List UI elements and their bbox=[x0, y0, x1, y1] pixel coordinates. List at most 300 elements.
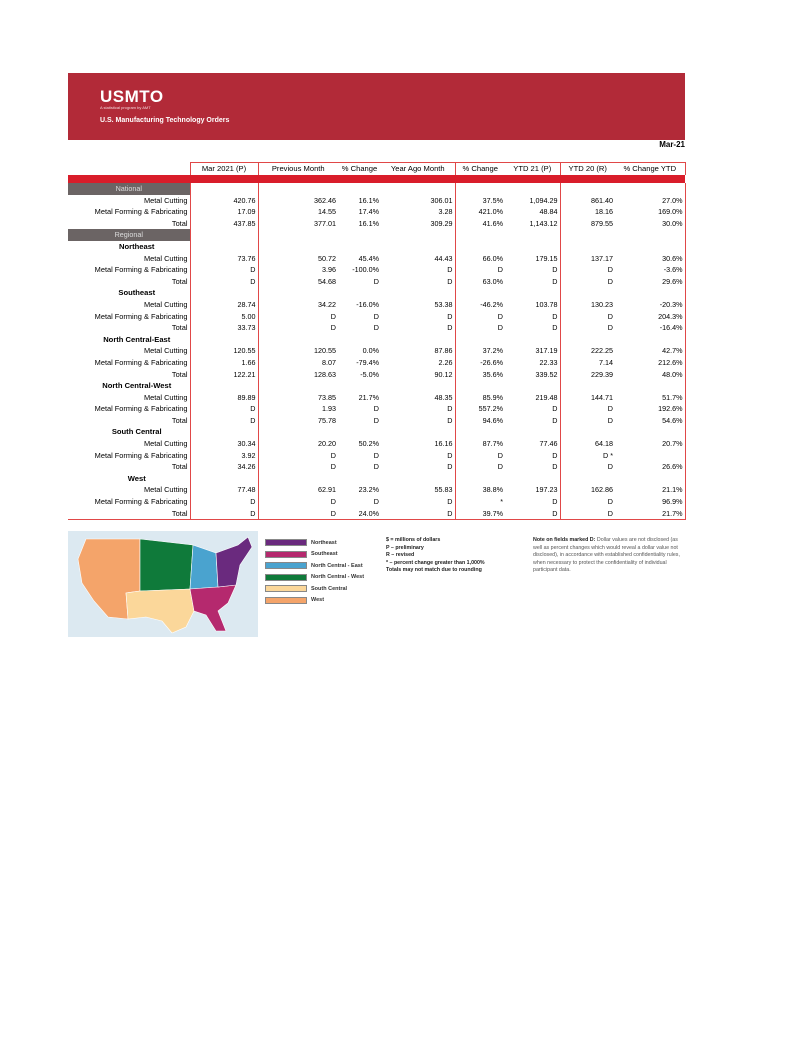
empty-cell bbox=[258, 287, 338, 299]
orders-table bbox=[68, 162, 686, 520]
cell-value: D bbox=[373, 450, 379, 460]
cell-value: -5.0% bbox=[360, 369, 379, 379]
cell-value: D bbox=[447, 276, 453, 286]
cell-value: -100.0% bbox=[352, 265, 379, 275]
usmto-logo: USMTO bbox=[100, 87, 164, 106]
cell-value: D bbox=[552, 323, 558, 333]
empty-cell bbox=[560, 473, 615, 485]
cell-value: D bbox=[447, 415, 453, 425]
cell-value: 62.91 bbox=[258, 484, 338, 496]
table-row bbox=[68, 299, 685, 311]
header-banner bbox=[68, 73, 685, 140]
cell-value: D bbox=[447, 311, 453, 321]
row-label: Total bbox=[171, 415, 188, 425]
cell-value: 85.9% bbox=[455, 392, 505, 404]
cell-value: 54.68 bbox=[258, 276, 338, 288]
disclosure-text: Dollar values are not disclosed (as well as percent changes which would reveal a dollar value not disclosed), in accordance with established confidentiality rules, when necessary to protect the confidentiality of individual participant data. bbox=[533, 537, 680, 574]
legend-item bbox=[265, 583, 364, 595]
cell-value: 103.78 bbox=[535, 299, 558, 309]
cell-value: D bbox=[505, 508, 560, 520]
legend-swatch bbox=[265, 585, 307, 592]
cell-value: 30.0% bbox=[615, 218, 685, 230]
column-header: Previous Month bbox=[258, 163, 338, 176]
section-label: Regional bbox=[68, 229, 190, 241]
cell-value: 8.07 bbox=[258, 357, 338, 369]
us-regions-map bbox=[68, 531, 258, 637]
cell-value: D bbox=[373, 415, 379, 425]
cell-value: 861.40 bbox=[560, 195, 615, 207]
row-label: Metal Cutting bbox=[143, 346, 188, 356]
cell-value: D bbox=[552, 462, 558, 472]
table-row bbox=[68, 496, 685, 508]
row-label: Metal Cutting bbox=[143, 392, 188, 402]
empty-cell bbox=[338, 473, 381, 485]
header-band bbox=[68, 175, 685, 183]
cell-value: -3.6% bbox=[615, 264, 685, 276]
cell-value: D bbox=[560, 276, 615, 288]
row-label: Total bbox=[171, 218, 188, 228]
region-row bbox=[68, 473, 685, 485]
cell-value: 21.7% bbox=[358, 392, 379, 402]
cell-value: D bbox=[552, 404, 558, 414]
cell-value: 144.71 bbox=[560, 392, 615, 404]
cell-value: 30.34 bbox=[190, 438, 258, 450]
cell-value: D * bbox=[560, 450, 615, 462]
cell-value: 33.73 bbox=[190, 322, 258, 334]
table-row bbox=[68, 322, 685, 334]
empty-cell bbox=[381, 287, 455, 299]
legend-label: North Central - East bbox=[311, 562, 363, 569]
section-label: National bbox=[68, 183, 190, 195]
empty-cell bbox=[505, 426, 560, 438]
cell-value: D bbox=[560, 415, 615, 427]
empty-cell bbox=[258, 183, 338, 195]
region-name: Northeast bbox=[119, 241, 155, 251]
empty-cell bbox=[560, 229, 615, 241]
cell-value: D bbox=[560, 264, 615, 276]
cell-value: 128.63 bbox=[258, 369, 338, 381]
note-line: * – percent change greater than 1,000% bbox=[386, 559, 485, 566]
row-label: Total bbox=[68, 508, 190, 520]
region-row bbox=[68, 426, 685, 438]
empty-cell bbox=[381, 183, 455, 195]
empty-cell bbox=[560, 183, 615, 195]
cell-value: 77.46 bbox=[539, 439, 558, 449]
cell-value: 3.28 bbox=[438, 207, 453, 217]
cell-value: D bbox=[447, 450, 453, 460]
cell-value: 339.52 bbox=[535, 369, 558, 379]
cell-value: 64.18 bbox=[560, 438, 615, 450]
cell-value: 1,094.29 bbox=[529, 195, 558, 205]
column-header: YTD 20 (R) bbox=[560, 163, 615, 176]
row-label: Metal Forming & Fabricating bbox=[94, 207, 188, 217]
cell-value: D bbox=[258, 496, 338, 508]
empty-cell bbox=[505, 287, 560, 299]
row-label: Total bbox=[171, 369, 188, 379]
cell-value: -79.4% bbox=[356, 357, 379, 367]
legend-item bbox=[265, 595, 364, 607]
region-legend bbox=[265, 537, 364, 606]
cell-value: 2.26 bbox=[438, 357, 453, 367]
empty-cell bbox=[455, 426, 505, 438]
cell-value: 24.0% bbox=[338, 508, 381, 520]
empty-cell bbox=[505, 380, 560, 392]
cell-value: * bbox=[455, 496, 505, 508]
cell-value: D bbox=[455, 264, 505, 276]
empty-cell bbox=[455, 380, 505, 392]
cell-value: -16.4% bbox=[615, 322, 685, 334]
cell-value: 26.6% bbox=[615, 461, 685, 473]
table-row bbox=[68, 357, 685, 369]
table-row bbox=[68, 195, 685, 207]
cell-value: 73.76 bbox=[190, 253, 258, 265]
empty-cell bbox=[338, 241, 381, 253]
cell-value: 23.2% bbox=[358, 485, 379, 495]
section-row bbox=[68, 183, 685, 195]
table-row bbox=[68, 206, 685, 218]
legend-swatch bbox=[265, 597, 307, 604]
column-header: % Change bbox=[455, 163, 505, 176]
empty-cell bbox=[505, 473, 560, 485]
cell-value: 437.85 bbox=[190, 218, 258, 230]
cell-value: 96.9% bbox=[615, 496, 685, 508]
abbreviation-notes bbox=[386, 537, 485, 575]
cell-value: 420.76 bbox=[190, 195, 258, 207]
cell-value: D bbox=[560, 508, 615, 520]
cell-value: 21.1% bbox=[615, 484, 685, 496]
cell-value: 229.39 bbox=[560, 369, 615, 381]
section-row bbox=[68, 229, 685, 241]
empty-cell bbox=[381, 380, 455, 392]
cell-value: 54.6% bbox=[615, 415, 685, 427]
table-row bbox=[68, 403, 685, 415]
empty-cell bbox=[615, 426, 685, 438]
header-row bbox=[68, 163, 685, 176]
cell-value: D bbox=[258, 311, 338, 323]
cell-value: 7.14 bbox=[560, 357, 615, 369]
cell-value: -26.6% bbox=[455, 357, 505, 369]
cell-value: 120.55 bbox=[190, 345, 258, 357]
cell-value: D bbox=[447, 265, 453, 275]
cell-value: 45.4% bbox=[358, 253, 379, 263]
cell-value: 879.55 bbox=[560, 218, 615, 230]
legend-label: Southeast bbox=[311, 551, 338, 558]
empty-cell bbox=[258, 241, 338, 253]
empty-cell bbox=[190, 473, 258, 485]
row-label: Metal Cutting bbox=[143, 299, 188, 309]
cell-value: 212.6% bbox=[615, 357, 685, 369]
legend-item bbox=[265, 537, 364, 549]
cell-value: D bbox=[447, 404, 453, 414]
region-row bbox=[68, 287, 685, 299]
empty-cell bbox=[615, 229, 685, 241]
row-label: Total bbox=[171, 462, 188, 472]
cell-value: 30.6% bbox=[615, 253, 685, 265]
row-label: Metal Cutting bbox=[143, 253, 188, 263]
legend-item bbox=[265, 549, 364, 561]
cell-value: D bbox=[447, 497, 453, 507]
note-line: $ = millions of dollars bbox=[386, 537, 441, 543]
cell-value: 16.1% bbox=[358, 195, 379, 205]
empty-cell bbox=[505, 229, 560, 241]
legend-label: West bbox=[311, 597, 325, 604]
cell-value: 219.48 bbox=[535, 392, 558, 402]
empty-cell bbox=[615, 473, 685, 485]
table-row bbox=[68, 438, 685, 450]
row-label: Total bbox=[171, 323, 188, 333]
cell-value: 39.7% bbox=[455, 508, 505, 520]
report-date: Mar-21 bbox=[659, 140, 685, 149]
cell-value: -16.0% bbox=[356, 299, 379, 309]
cell-value: 29.6% bbox=[615, 276, 685, 288]
empty-cell bbox=[190, 241, 258, 253]
table-row bbox=[68, 415, 685, 427]
empty-cell bbox=[381, 229, 455, 241]
empty-cell bbox=[615, 241, 685, 253]
note-line: R – revised bbox=[386, 552, 415, 558]
cell-value: 137.17 bbox=[560, 253, 615, 265]
cell-value: D bbox=[373, 497, 379, 507]
cell-value: D bbox=[560, 403, 615, 415]
empty-cell bbox=[338, 287, 381, 299]
cell-value: 34.26 bbox=[190, 461, 258, 473]
cell-value: D bbox=[258, 461, 338, 473]
cell-value: 48.84 bbox=[539, 207, 558, 217]
cell-value: 197.23 bbox=[535, 485, 558, 495]
legend-label: South Central bbox=[311, 585, 348, 592]
cell-value: 1.93 bbox=[258, 403, 338, 415]
cell-value: D bbox=[552, 450, 558, 460]
cell-value: D bbox=[552, 415, 558, 425]
empty-cell bbox=[258, 380, 338, 392]
cell-value: D bbox=[560, 496, 615, 508]
empty-cell bbox=[455, 287, 505, 299]
empty-cell bbox=[381, 473, 455, 485]
cell-value: 63.0% bbox=[455, 276, 505, 288]
empty-cell bbox=[190, 287, 258, 299]
cell-value: 557.2% bbox=[455, 403, 505, 415]
row-label: Metal Forming & Fabricating bbox=[94, 450, 188, 460]
cell-value bbox=[615, 450, 685, 462]
cell-value: D bbox=[190, 403, 258, 415]
empty-cell bbox=[338, 183, 381, 195]
cell-value: 204.3% bbox=[615, 311, 685, 323]
cell-value: 16.16 bbox=[434, 439, 453, 449]
empty-cell bbox=[338, 426, 381, 438]
report-subtitle: U.S. Manufacturing Technology Orders bbox=[100, 117, 230, 124]
cell-value: D bbox=[447, 462, 453, 472]
column-header: YTD 21 (P) bbox=[505, 163, 560, 176]
cell-value: D bbox=[560, 461, 615, 473]
column-header: Mar 2021 (P) bbox=[190, 163, 258, 176]
cell-value: 306.01 bbox=[430, 195, 453, 205]
empty-cell bbox=[455, 473, 505, 485]
cell-value: 28.74 bbox=[190, 299, 258, 311]
cell-value: 169.0% bbox=[615, 206, 685, 218]
region-row bbox=[68, 380, 685, 392]
empty-cell bbox=[258, 426, 338, 438]
empty-cell bbox=[560, 241, 615, 253]
legend-swatch bbox=[265, 562, 307, 569]
row-label: Metal Forming & Fabricating bbox=[94, 357, 188, 367]
region-name: North Central-West bbox=[102, 381, 172, 391]
empty-cell bbox=[615, 380, 685, 392]
empty-cell bbox=[560, 380, 615, 392]
table-row bbox=[68, 253, 685, 265]
cell-value: -46.2% bbox=[455, 299, 505, 311]
cell-value: 20.7% bbox=[615, 438, 685, 450]
cell-value: -20.3% bbox=[615, 299, 685, 311]
cell-value: D bbox=[373, 276, 379, 286]
cell-value: 0.0% bbox=[362, 346, 379, 356]
cell-value: D bbox=[552, 311, 558, 321]
cell-value: 27.0% bbox=[615, 195, 685, 207]
table-row bbox=[68, 276, 685, 288]
cell-value: D bbox=[258, 450, 338, 462]
row-label: Metal Cutting bbox=[143, 439, 188, 449]
region-name: Southeast bbox=[118, 288, 156, 298]
cell-value: 3.92 bbox=[190, 450, 258, 462]
cell-value: D bbox=[373, 404, 379, 414]
cell-value: 35.6% bbox=[455, 369, 505, 381]
cell-value: D bbox=[455, 311, 505, 323]
cell-value: D bbox=[190, 415, 258, 427]
cell-value: 130.23 bbox=[560, 299, 615, 311]
row-label: Metal Cutting bbox=[143, 195, 188, 205]
map-southeast bbox=[190, 585, 236, 631]
cell-value: 192.6% bbox=[615, 403, 685, 415]
cell-value: 73.85 bbox=[258, 392, 338, 404]
empty-cell bbox=[190, 229, 258, 241]
cell-value: D bbox=[381, 508, 455, 520]
empty-cell bbox=[190, 426, 258, 438]
cell-value: 14.55 bbox=[258, 206, 338, 218]
map-northeast bbox=[216, 537, 252, 587]
map-south-central bbox=[126, 589, 194, 633]
table-row bbox=[68, 311, 685, 323]
cell-value: 53.38 bbox=[434, 299, 453, 309]
cell-value: 75.78 bbox=[258, 415, 338, 427]
cell-value: D bbox=[455, 461, 505, 473]
cell-value: 90.12 bbox=[434, 369, 453, 379]
empty-cell bbox=[381, 334, 455, 346]
empty-cell bbox=[560, 334, 615, 346]
cell-value: 17.09 bbox=[190, 206, 258, 218]
empty-cell bbox=[338, 380, 381, 392]
empty-cell bbox=[560, 426, 615, 438]
row-label: Metal Forming & Fabricating bbox=[94, 497, 188, 507]
cell-value: 44.43 bbox=[434, 253, 453, 263]
cell-value: D bbox=[373, 462, 379, 472]
row-label: Metal Forming & Fabricating bbox=[94, 311, 188, 321]
cell-value: 309.29 bbox=[430, 218, 453, 228]
cell-value: 48.35 bbox=[434, 392, 453, 402]
empty-cell bbox=[258, 473, 338, 485]
cell-value: 51.7% bbox=[615, 392, 685, 404]
cell-value: 377.01 bbox=[258, 218, 338, 230]
cell-value: 77.48 bbox=[190, 484, 258, 496]
cell-value: 222.25 bbox=[560, 345, 615, 357]
cell-value: D bbox=[373, 311, 379, 321]
empty-cell bbox=[455, 183, 505, 195]
legend-swatch bbox=[265, 539, 307, 546]
cell-value: 21.7% bbox=[615, 508, 685, 520]
cell-value: D bbox=[560, 322, 615, 334]
cell-value: 20.20 bbox=[258, 438, 338, 450]
cell-value: D bbox=[190, 496, 258, 508]
note-line: P – preliminary bbox=[386, 544, 424, 551]
region-row bbox=[68, 241, 685, 253]
region-name: West bbox=[127, 473, 146, 483]
table-row bbox=[68, 508, 685, 520]
cell-value: D bbox=[552, 276, 558, 286]
column-header: % Change bbox=[338, 163, 381, 176]
table-row bbox=[68, 450, 685, 462]
cell-value: 34.22 bbox=[258, 299, 338, 311]
cell-value: 66.0% bbox=[455, 253, 505, 265]
empty-cell bbox=[615, 334, 685, 346]
column-header: % Change YTD bbox=[615, 163, 685, 176]
cell-value: 162.86 bbox=[560, 484, 615, 496]
cell-value: D bbox=[258, 508, 338, 520]
note-line: Totals may not match due to rounding bbox=[386, 567, 482, 573]
cell-value: 16.1% bbox=[358, 218, 379, 228]
cell-value: 1,143.12 bbox=[529, 218, 558, 228]
disclosure-note bbox=[533, 537, 683, 575]
table-row bbox=[68, 392, 685, 404]
empty-cell bbox=[560, 287, 615, 299]
cell-value: 17.4% bbox=[358, 207, 379, 217]
empty-cell bbox=[615, 287, 685, 299]
cell-value: 87.7% bbox=[455, 438, 505, 450]
cell-value: 42.7% bbox=[615, 345, 685, 357]
empty-cell bbox=[190, 334, 258, 346]
table-row bbox=[68, 461, 685, 473]
cell-value: 87.86 bbox=[434, 346, 453, 356]
cell-value: 179.15 bbox=[535, 253, 558, 263]
column-header: Year Ago Month bbox=[381, 163, 455, 176]
empty-cell bbox=[258, 334, 338, 346]
cell-value: 5.00 bbox=[190, 311, 258, 323]
legend-item bbox=[265, 560, 364, 572]
cell-value: D bbox=[373, 323, 379, 333]
empty-cell bbox=[505, 334, 560, 346]
empty-cell bbox=[381, 241, 455, 253]
cell-value: 48.0% bbox=[615, 369, 685, 381]
cell-value: 50.2% bbox=[358, 439, 379, 449]
cell-value: 37.5% bbox=[455, 195, 505, 207]
cell-value: 38.8% bbox=[455, 484, 505, 496]
table-row bbox=[68, 345, 685, 357]
cell-value: D bbox=[455, 450, 505, 462]
empty-cell bbox=[615, 183, 685, 195]
empty-cell bbox=[258, 229, 338, 241]
cell-value: 362.46 bbox=[258, 195, 338, 207]
empty-cell bbox=[505, 183, 560, 195]
cell-value: 55.83 bbox=[434, 485, 453, 495]
cell-value: 89.89 bbox=[190, 392, 258, 404]
cell-value: 50.72 bbox=[258, 253, 338, 265]
table-row bbox=[68, 484, 685, 496]
legend-swatch bbox=[265, 551, 307, 558]
cell-value: D bbox=[190, 264, 258, 276]
region-name: South Central bbox=[111, 427, 162, 437]
cell-value: 41.6% bbox=[455, 218, 505, 230]
cell-value: D bbox=[552, 265, 558, 275]
region-name: North Central-East bbox=[103, 334, 171, 344]
map-north-central-east bbox=[190, 545, 218, 589]
table-row bbox=[68, 264, 685, 276]
